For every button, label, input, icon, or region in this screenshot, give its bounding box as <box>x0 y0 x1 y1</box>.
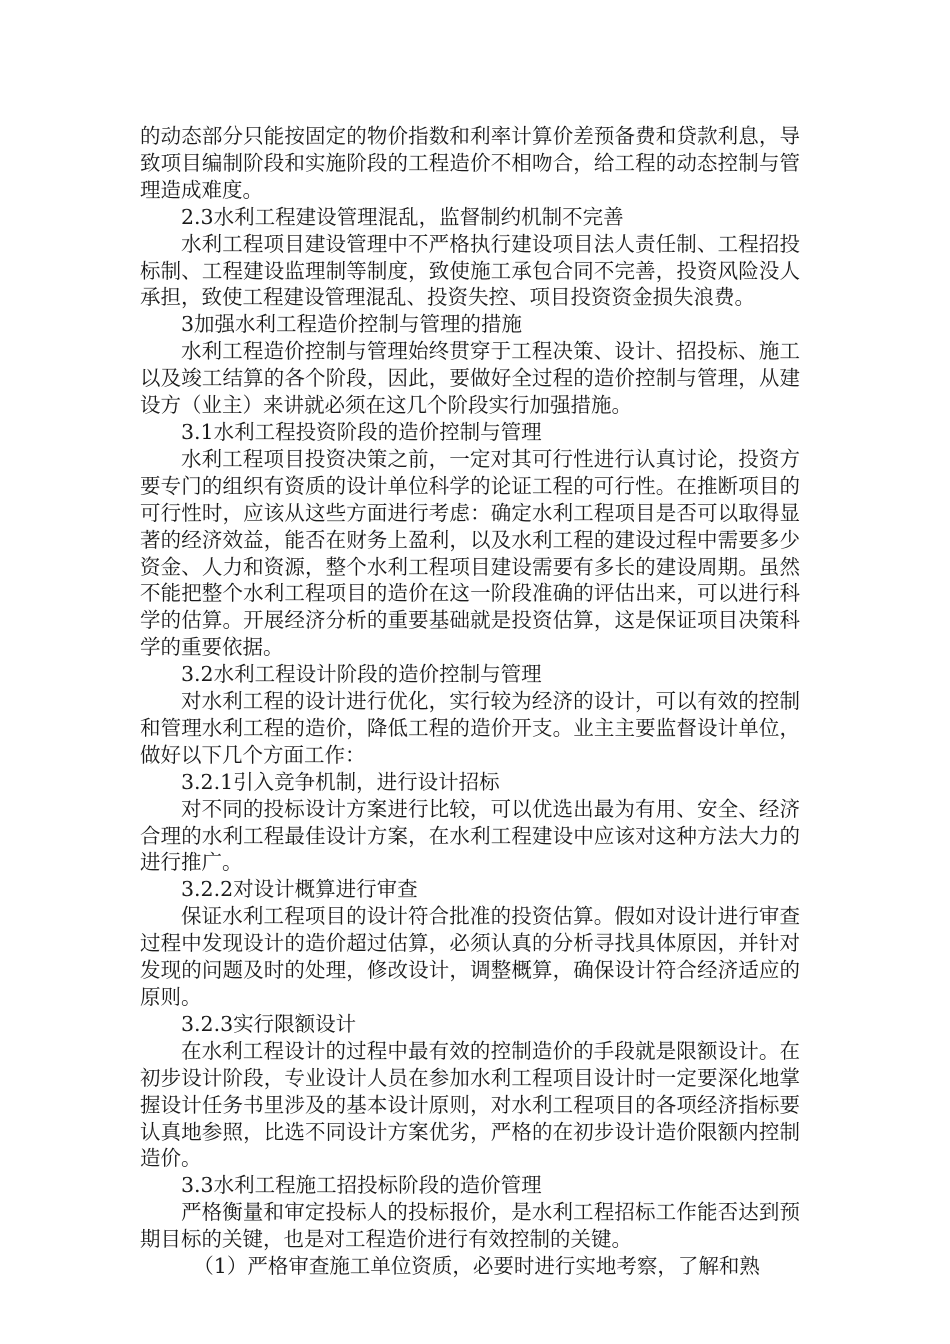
paragraph: 在水利工程设计的过程中最有效的控制造价的手段就是限额设计。在初步设计阶段，专业设计人员在参加水利工程项目设计时一定要深化地掌握设计任务书里涉及的基本设计原则，对水利工程项目的各项经济指标要认真地参照，比选不同设计方案优劣，严格的在初步设计造价限额内控制造价。 <box>140 1038 800 1171</box>
paragraph: 保证水利工程项目的设计符合批准的投资估算。假如对设计进行审查过程中发现设计的造价超过估算，必须认真的分析寻找具体原因，并针对发现的问题及时的处理，修改设计，调整概算，确保设计符合经济适应的原则。 <box>140 904 800 1009</box>
section-heading-3-3: 3.3水利工程施工招投标阶段的造价管理 <box>181 1173 542 1198</box>
section-heading-3-2-1: 3.2.1引入竞争机制，进行设计招标 <box>181 769 500 794</box>
paragraph-continued: 的动态部分只能按固定的物价指数和利率计算价差预备费和贷款利息，导致项目编制阶段和实施阶段的工程造价不相吻合，给工程的动态控制与管理造成难度。 <box>140 124 800 202</box>
section-heading-2-3: 2.3水利工程建设管理混乱，监督制约机制不完善 <box>181 204 624 229</box>
paragraph: 对不同的投标设计方案进行比较，可以优选出最为有用、安全、经济合理的水利工程最佳设计方案，在水利工程建设中应该对这种方法大力的进行推广。 <box>140 796 800 875</box>
document-body <box>140 123 800 1280</box>
paragraph: 水利工程造价控制与管理始终贯穿于工程决策、设计、招投标、施工以及竣工结算的各个阶段，因此，要做好全过程的造价控制与管理，从建设方（业主）来讲就必须在这几个阶段实行加强措施。 <box>140 339 800 418</box>
section-heading-3: 3加强水利工程造价控制与管理的措施 <box>181 312 523 337</box>
paragraph: 水利工程项目投资决策之前，一定对其可行性进行认真讨论，投资方要专门的组织有资质的设计单位科学的论证工程的可行性。在推断项目的可行性时，应该从这些方面进行考虑：确定水利工程项目是否可以取得显著的经济效益，能否在财务上盈利，以及水利工程的建设过程中需要多少资金、人力和资源，整个水利工程项目建设需要有多长的建设周期。虽然不能把整个水利工程项目的造价在这一阶段准确的评估出来，可以进行科学的估算。开展经济分析的重要基础就是投资估算，这是保证项目决策科学的重要依据。 <box>140 446 800 660</box>
paragraph: 水利工程项目建设管理中不严格执行建设项目法人责任制、工程招投标制、工程建设监理制等制度，致使施工承包合同不完善，投资风险没人承担，致使工程建设管理混乱、投资失控、项目投资资金损失浪费。 <box>140 231 800 310</box>
section-heading-3-2-2: 3.2.2对设计概算进行审查 <box>181 877 418 902</box>
section-heading-3-2: 3.2水利工程设计阶段的造价控制与管理 <box>181 662 542 687</box>
paragraph: 对水利工程的设计进行优化，实行较为经济的设计，可以有效的控制和管理水利工程的造价，降低工程的造价开支。业主主要监督设计单位，做好以下几个方面工作： <box>140 689 800 767</box>
paragraph: 严格衡量和审定投标人的投标报价，是水利工程招标工作能否达到预期目标的关键，也是对工程造价进行有效控制的关键。 <box>140 1200 800 1252</box>
list-item: （1）严格审查施工单位资质，必要时进行实地考察，了解和熟 <box>193 1254 760 1279</box>
section-heading-3-1: 3.1水利工程投资阶段的造价控制与管理 <box>181 419 542 444</box>
section-heading-3-2-3: 3.2.3实行限额设计 <box>181 1011 357 1036</box>
